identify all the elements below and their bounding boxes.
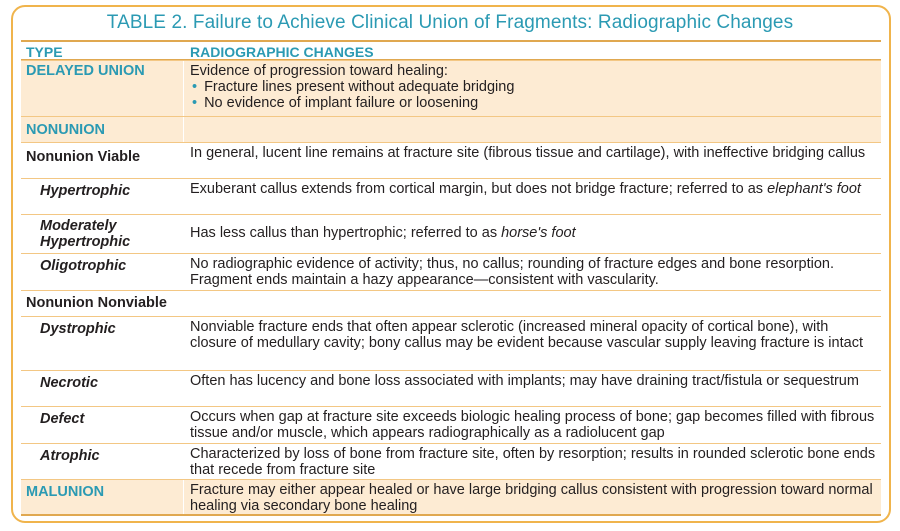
desc-delayed-union-intro: Evidence of progression toward healing:	[190, 63, 448, 79]
list-item	[190, 79, 877, 95]
bullet-text: No evidence of implant failure or loosening	[204, 95, 479, 111]
header-type: TYPE	[26, 44, 63, 60]
type-moderately-hypertrophic: Moderately Hypertrophic	[40, 218, 131, 250]
table-row-malunion	[21, 479, 881, 516]
table-row-hypertrophic	[21, 178, 881, 214]
desc-oligotrophic: No radiographic evidence of activity; thus, no callus; rounding of fracture edges and bone resorption. Fragment ends maintain a hazy appearance—consistent with vascularity.	[190, 256, 835, 288]
header-radiographic-changes: RADIOGRAPHIC CHANGES	[190, 44, 374, 60]
desc-moderately-hypertrophic-text: Has less callus than hypertrophic; referred to as	[190, 225, 502, 241]
table-row-nonunion-nonviable	[21, 290, 881, 316]
table-row-defect	[21, 406, 881, 443]
bullet-icon: •	[192, 95, 198, 111]
type-atrophic: Atrophic	[40, 448, 100, 464]
type-hypertrophic: Hypertrophic	[40, 183, 131, 199]
type-nonunion-nonviable: Nonunion Nonviable	[26, 295, 167, 311]
table-title: TABLE 2. Failure to Achieve Clinical Union of Fragments: Radiographic Changes	[106, 12, 794, 33]
type-defect: Defect	[40, 411, 85, 427]
desc-hypertrophic-text: Exuberant callus extends from cortical margin, but does not bridge fracture; referred to as	[190, 181, 768, 197]
table-row-delayed-union	[21, 60, 881, 116]
desc-nonunion-viable: In general, lucent line remains at fracture site (fibrous tissue and cartilage), with ineffective bridging callus	[190, 145, 866, 161]
table-row-dystrophic	[21, 316, 881, 370]
table-row-atrophic	[21, 443, 881, 479]
desc-malunion: Fracture may either appear healed or have large bridging callus consistent with progression toward normal healing via secondary bone healing	[184, 480, 881, 514]
desc-atrophic: Characterized by loss of bone from fracture site, often by resorption; results in rounded sclerotic bone ends that recede from fracture site	[190, 446, 876, 478]
desc-dystrophic: Nonviable fracture ends that often appear sclerotic (increased mineral opacity of cortical bone), with closure of medullary cavity; bony callus may be evident because vascular supply leaving fracture is intact	[190, 319, 863, 351]
table-header-row	[21, 40, 881, 60]
desc-hypertrophic-term: elephant's foot	[767, 181, 861, 197]
bullet-icon: •	[192, 79, 198, 95]
table-row-oligotrophic	[21, 253, 881, 290]
list-item	[190, 95, 877, 111]
desc-nonunion	[184, 117, 881, 142]
table-row-necrotic	[21, 370, 881, 406]
table-row-moderately-hypertrophic	[21, 214, 881, 253]
desc-delayed-union	[184, 61, 881, 116]
type-delayed-union: DELAYED UNION	[21, 61, 184, 116]
type-dystrophic: Dystrophic	[40, 321, 116, 337]
desc-moderately-hypertrophic-term: horse's foot	[501, 225, 576, 241]
desc-hypertrophic	[184, 179, 881, 214]
desc-necrotic: Often has lucency and bone loss associated with implants; may have draining tract/fistula or sequestrum	[190, 373, 859, 389]
type-nonunion: NONUNION	[21, 117, 184, 142]
type-necrotic: Necrotic	[40, 375, 99, 391]
type-oligotrophic: Oligotrophic	[40, 258, 127, 274]
desc-defect: Occurs when gap at fracture site exceeds biologic healing process of bone; gap becomes filled with fibrous tissue and/or muscle, which appears radiographically as a radiolucent gap	[190, 409, 875, 441]
table-row-nonunion	[21, 116, 881, 142]
radiographic-changes-table	[21, 40, 881, 516]
type-nonunion-viable: Nonunion Viable	[26, 149, 141, 165]
desc-nonunion-nonviable	[184, 291, 881, 316]
desc-moderately-hypertrophic	[184, 215, 881, 253]
table-row-nonunion-viable	[21, 142, 881, 178]
bullet-text: Fracture lines present without adequate bridging	[204, 79, 515, 95]
type-malunion: MALUNION	[21, 480, 184, 514]
